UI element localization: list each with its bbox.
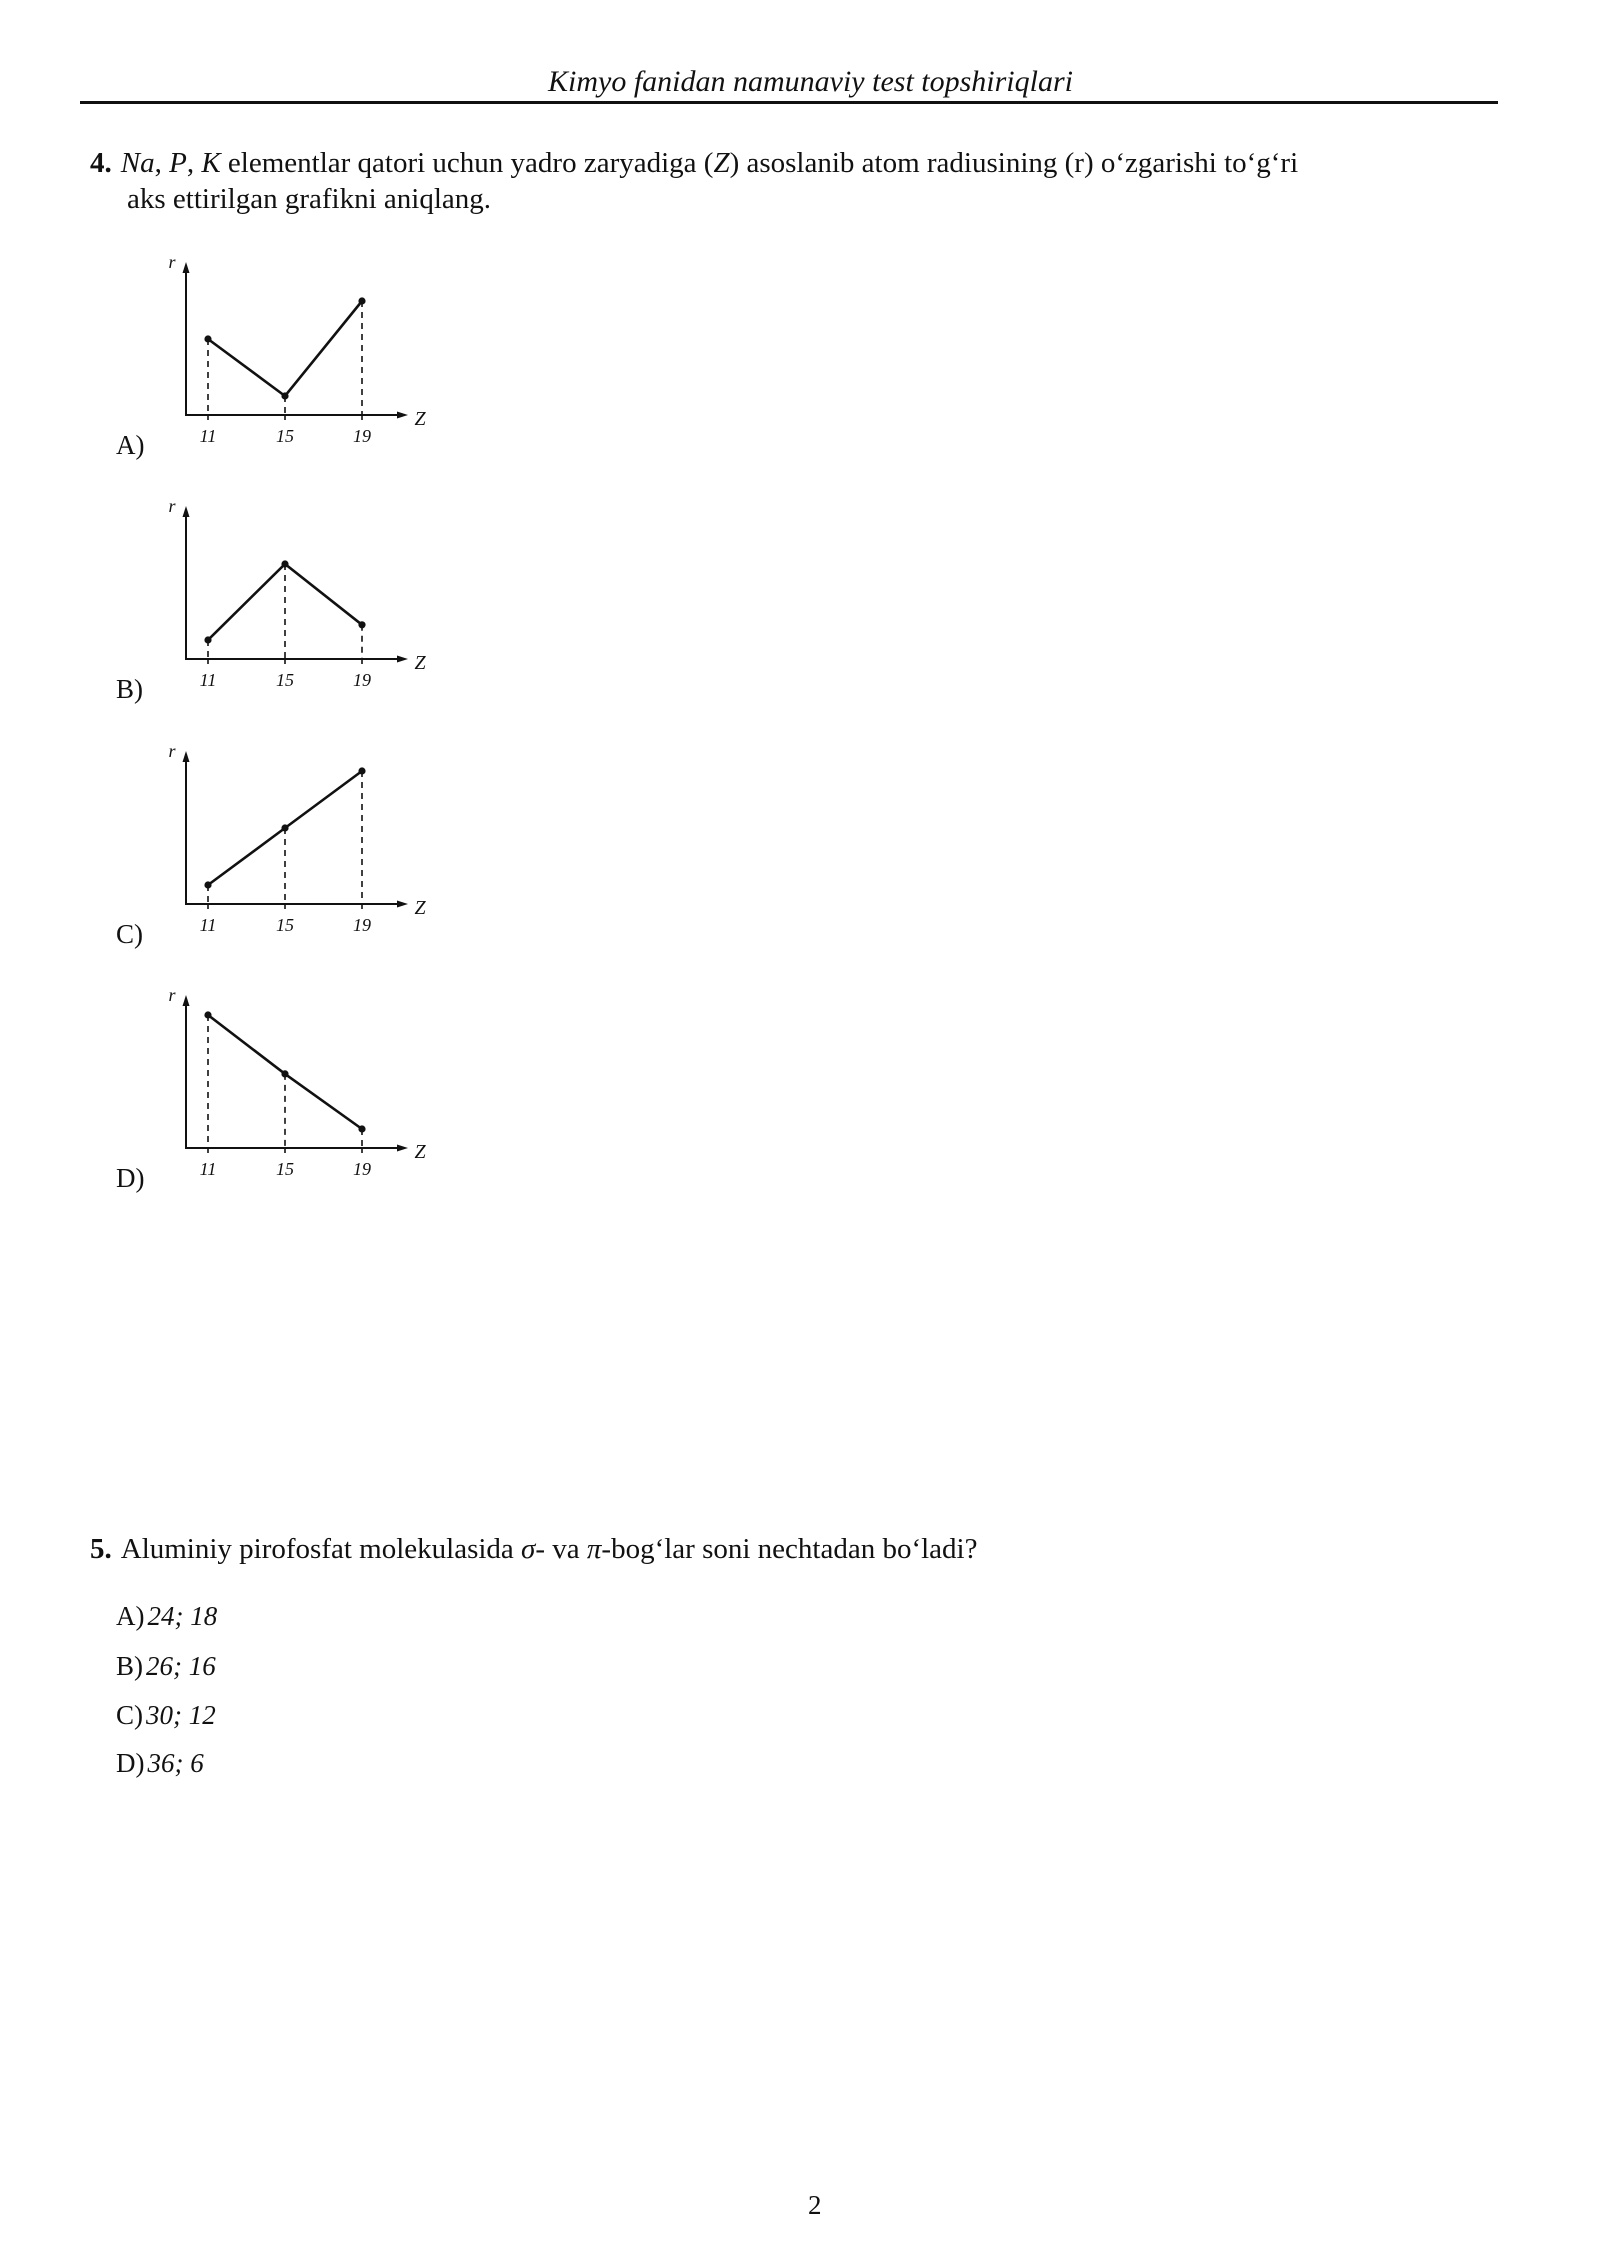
data-point-15 <box>281 392 288 399</box>
z-axis-label: Z <box>414 897 426 919</box>
data-point-15 <box>281 824 288 831</box>
x-tick-label-15: 15 <box>276 915 294 935</box>
x-tick-label-11: 11 <box>199 1159 217 1179</box>
x-tick-label-11: 11 <box>199 426 217 446</box>
element-k: K <box>201 147 221 179</box>
question-5-option-d <box>116 1747 204 1779</box>
option-d-label: D) <box>116 1163 145 1193</box>
x-tick-label-19: 19 <box>353 1159 371 1179</box>
separator: , <box>186 147 202 179</box>
question-5-option-c <box>116 1699 216 1731</box>
option-d-chart-block <box>0 978 440 1193</box>
question-5-text-segment: Aluminiy pirofosfat molekulasida <box>120 1533 522 1565</box>
x-tick-label-15: 15 <box>276 670 294 690</box>
header-rule <box>80 101 1498 104</box>
r-axis-label: r <box>168 741 176 761</box>
data-point-19 <box>358 621 365 628</box>
pi-symbol: π <box>586 1533 602 1565</box>
x-tick-label-19: 19 <box>353 670 371 690</box>
option-label: B) <box>116 1651 143 1681</box>
option-c-chart-block <box>0 734 440 949</box>
option-a-chart <box>150 245 440 445</box>
option-label: A) <box>116 1601 145 1631</box>
page-number: 2 <box>808 2190 822 2220</box>
z-axis-arrow <box>397 1145 408 1152</box>
option-b-label: B) <box>116 674 143 704</box>
question-4-text-line-1 <box>90 146 1298 180</box>
option-value: 24; 18 <box>147 1601 218 1631</box>
data-point-15 <box>281 560 288 567</box>
data-point-19 <box>358 297 365 304</box>
r-axis-arrow <box>183 262 190 273</box>
data-point-11 <box>204 881 211 888</box>
z-axis-label: Z <box>414 408 426 430</box>
r-axis-arrow <box>183 751 190 762</box>
data-point-19 <box>358 1125 365 1132</box>
x-tick-label-11: 11 <box>199 915 217 935</box>
data-point-19 <box>358 767 365 774</box>
question-4-number: 4. <box>90 147 112 179</box>
element-na: Na <box>120 147 155 179</box>
option-b-chart-block <box>0 489 440 704</box>
option-value: 36; 6 <box>147 1748 204 1778</box>
option-b-chart <box>150 489 440 689</box>
question-5-text <box>90 1532 977 1566</box>
element-p: P <box>169 147 187 179</box>
page-header-title: Kimyo fanidan namunaviy test topshiriqlari <box>548 65 1073 98</box>
option-c-label: C) <box>116 919 143 949</box>
r-axis-label: r <box>168 252 176 272</box>
question-4-text-segment: ) asoslanib atom radiusining (r) o‘zgarishi to‘g‘ri <box>729 147 1299 179</box>
separator: , <box>154 147 170 179</box>
option-d-chart <box>150 978 440 1178</box>
data-point-11 <box>204 335 211 342</box>
data-point-11 <box>204 1011 211 1018</box>
question-5-text-segment: -bog‘lar soni nechtadan bo‘ladi? <box>601 1533 978 1565</box>
r-axis-arrow <box>183 995 190 1006</box>
x-tick-label-15: 15 <box>276 1159 294 1179</box>
option-value: 30; 12 <box>146 1700 216 1730</box>
sigma-symbol: σ <box>521 1533 536 1565</box>
question-5-text-segment: - va <box>535 1533 587 1565</box>
option-value: 26; 16 <box>146 1651 216 1681</box>
z-axis-arrow <box>397 656 408 663</box>
x-tick-label-15: 15 <box>276 426 294 446</box>
z-axis-label: Z <box>414 1141 426 1163</box>
question-4-text-line-2: aks ettirilgan grafikni aniqlang. <box>127 183 492 215</box>
data-point-11 <box>204 636 211 643</box>
option-label: C) <box>116 1700 143 1730</box>
option-label: D) <box>116 1748 145 1778</box>
x-tick-label-19: 19 <box>353 915 371 935</box>
x-tick-label-11: 11 <box>199 670 217 690</box>
r-axis-arrow <box>183 506 190 517</box>
data-point-15 <box>281 1070 288 1077</box>
option-a-label: A) <box>116 430 145 460</box>
question-5-option-b <box>116 1650 216 1682</box>
option-a-chart-block <box>0 245 440 460</box>
z-axis-arrow <box>397 412 408 419</box>
question-4-text-segment: elementlar qatori uchun yadro zaryadiga ( <box>220 147 714 179</box>
x-tick-label-19: 19 <box>353 426 371 446</box>
r-axis-label: r <box>168 496 176 516</box>
option-c-chart <box>150 734 440 934</box>
question-5-option-a <box>116 1600 217 1632</box>
z-axis-arrow <box>397 901 408 908</box>
series-line <box>208 301 362 396</box>
symbol-z: Z <box>713 147 730 179</box>
question-5-number: 5. <box>90 1533 112 1565</box>
z-axis-label: Z <box>414 652 426 674</box>
r-axis-label: r <box>168 985 176 1005</box>
